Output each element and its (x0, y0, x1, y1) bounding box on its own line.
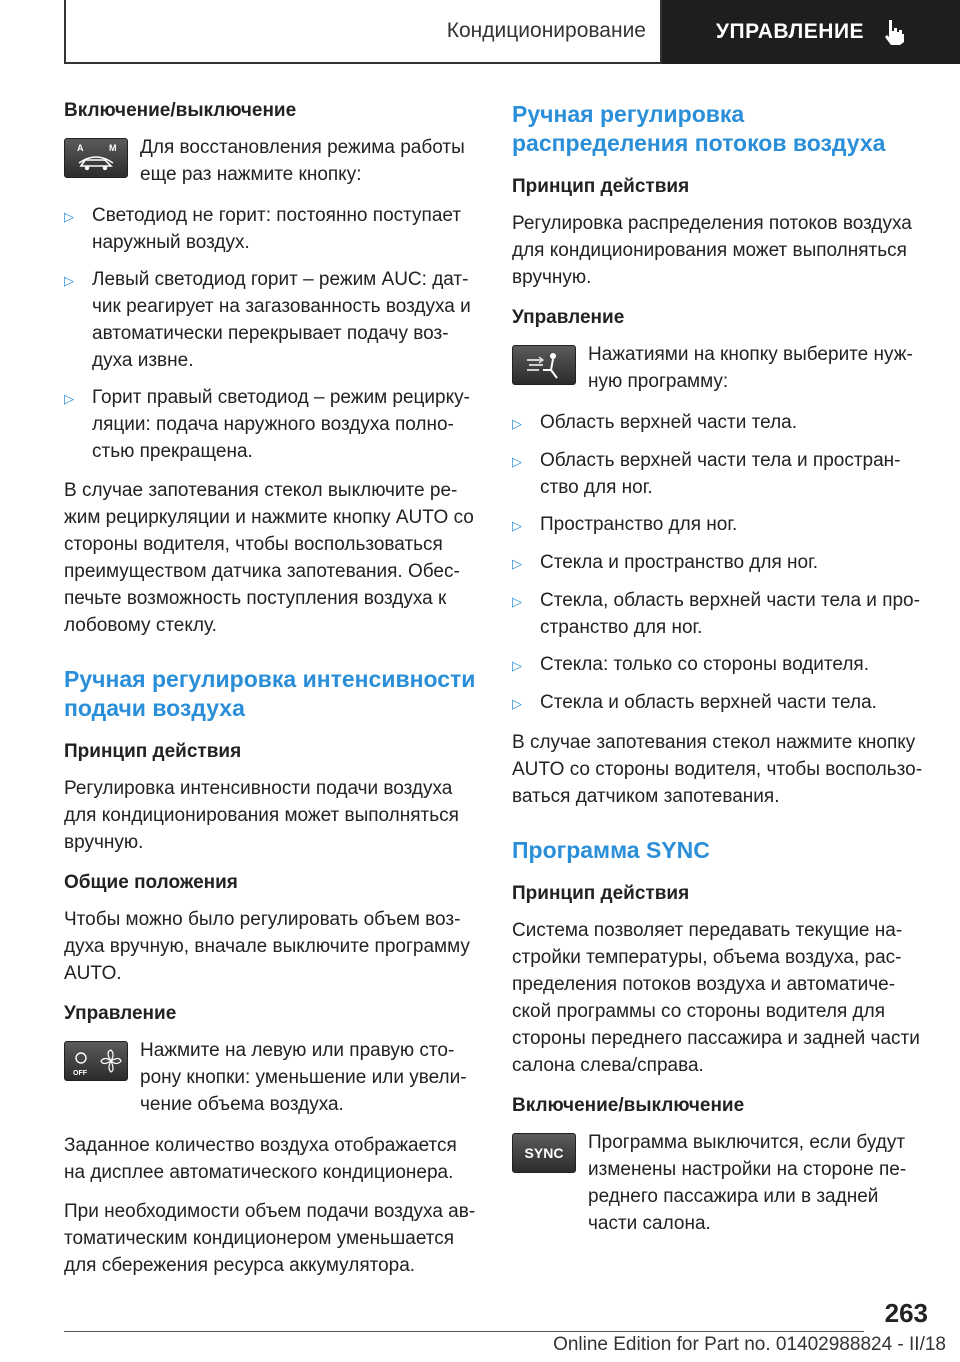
recirc-button-block (64, 134, 476, 188)
battery-paragraph: При необходимости объем подачи воздуха автоматическим кондиционером уменьшается для сбережения ресурса аккумулятора. (64, 1201, 476, 1276)
triangle-bullet-icon: ▷ (64, 209, 74, 224)
heading-sync-principle: Принцип действия (512, 883, 690, 904)
general-paragraph: Чтобы можно было регулировать объем воздуха вручную, вначале выключите программу AUTO. (64, 909, 470, 984)
heading-control: Управление (512, 307, 625, 328)
triangle-bullet-icon: ▷ (512, 518, 522, 533)
footer-edition: Online Edition for Part no. 01402988824 - II/18 (553, 1334, 946, 1355)
heading-sync: Программа SYNC (512, 837, 710, 863)
principle-paragraph: Регулировка интенсивности подачи воздуха для кондиционирования может выполняться вручную. (64, 778, 459, 853)
list-item: ▷ Стекла и пространство для ног. (512, 549, 924, 577)
onoff-text: Для восстановления режима работы еще раз нажмите кнопку: (140, 137, 465, 185)
list-item: ▷ Область верхней части тела. (512, 409, 924, 437)
chapter-title: УПРАВЛЕНИЕ (715, 20, 865, 43)
triangle-bullet-icon: ▷ (512, 658, 522, 673)
triangle-bullet-icon: ▷ (512, 696, 522, 711)
triangle-bullet-icon: ▷ (512, 556, 522, 571)
heading-general: Общие положения (64, 872, 238, 893)
key-label-m: M (109, 143, 117, 153)
triangle-bullet-icon: ▷ (64, 273, 74, 288)
display-paragraph: Заданное количество воздуха отображается на дисплее автоматического кондиционера. (64, 1135, 457, 1183)
list-item: ▷ Пространство для ног. (512, 511, 924, 539)
list-item: ▷ Стекла: только со стороны водителя. (512, 651, 924, 679)
sync-button-icon (512, 1133, 576, 1173)
control-text: Нажмите на левую или правую сторону кнопки: уменьшение или увеличение объема воздуха. (140, 1040, 467, 1115)
hand-pointer-icon (882, 18, 906, 46)
page-header (64, 0, 960, 64)
fan-speed-button-icon (64, 1041, 128, 1081)
sync-onoff-text: Программа выключится, если будут изменены настройки на стороне переднего пассажира или в задней части салона. (588, 1132, 907, 1234)
triangle-bullet-icon: ▷ (512, 594, 522, 609)
sync-key-label: SYNC (524, 1145, 564, 1161)
heading-intensity: Ручная регулировка интенсивности подачи воздуха (64, 666, 476, 721)
distribution-button-block (512, 341, 924, 395)
chapter-tab (662, 0, 960, 64)
heading-control: Управление (64, 1003, 177, 1024)
recirculation-button-icon (64, 138, 128, 178)
page-number: 263 (884, 1298, 928, 1328)
triangle-bullet-icon: ▷ (512, 454, 522, 469)
program-bullets (512, 409, 924, 717)
sync-paragraph: Система позволяет передавать текущие настройки температуры, объема воздуха, распределения потоков воздуха и автоматической программы со стороны водителя для стороны переднего пассажира и задней части салона слева/справа. (512, 920, 920, 1076)
footer-divider (64, 1331, 864, 1332)
triangle-bullet-icon: ▷ (64, 391, 74, 406)
control-text: Нажатиями на кнопку выберите нужную программу: (588, 344, 913, 392)
list-item: ▷ Стекла, область верхней части тела и пространство для ног. (512, 587, 924, 641)
heading-principle: Принцип действия (512, 176, 690, 197)
onoff-bullets (64, 202, 476, 465)
triangle-bullet-icon: ▷ (512, 416, 522, 431)
list-item: ▷ Горит правый светодиод – режим рециркуляции: подача наружного воздуха полностью прекращена. (64, 384, 476, 465)
list-item: ▷ Светодиод не горит: постоянно поступает наружный воздух. (64, 202, 476, 256)
air-distribution-button-icon (512, 345, 576, 385)
list-item: ▷ Область верхней части тела и пространство для ног. (512, 447, 924, 501)
list-item: ▷ Стекла и область верхней части тела. (512, 689, 924, 717)
sync-button-block (512, 1129, 924, 1237)
section-title: Кондиционирование (64, 0, 662, 64)
list-item: ▷ Левый светодиод горит – режим AUC: датчик реагирует на загазованность воздуха и автоматически перекрывает подачу воздуха извне. (64, 266, 476, 374)
fog-paragraph: В случае запотевания стекол нажмите кнопку AUTO со стороны водителя, чтобы воспользоваться датчиком запотевания. (512, 732, 923, 807)
left-column (64, 100, 476, 1291)
heading-distribution: Ручная регулировка распределения потоков воздуха (512, 101, 886, 156)
heading-principle: Принцип действия (64, 741, 242, 762)
key-label-a: A (77, 143, 84, 153)
principle-paragraph: Регулировка распределения потоков воздуха для кондиционирования может выполняться вручную. (512, 213, 912, 288)
heading-sync-onoff: Включение/выключение (512, 1095, 745, 1116)
heading-onoff: Включение/выключение (64, 100, 297, 121)
fog-paragraph: В случае запотевания стекол выключите режим рециркуляции и нажмите кнопку AUTO со стороны водителя, чтобы воспользоваться преимуществом датчика запотевания. Обеспечьте возможность поступления воздуха к лобовому стеклу. (64, 480, 474, 636)
key-label-off: OFF (73, 1070, 87, 1077)
fan-button-block (64, 1037, 476, 1118)
right-column (512, 100, 924, 1251)
